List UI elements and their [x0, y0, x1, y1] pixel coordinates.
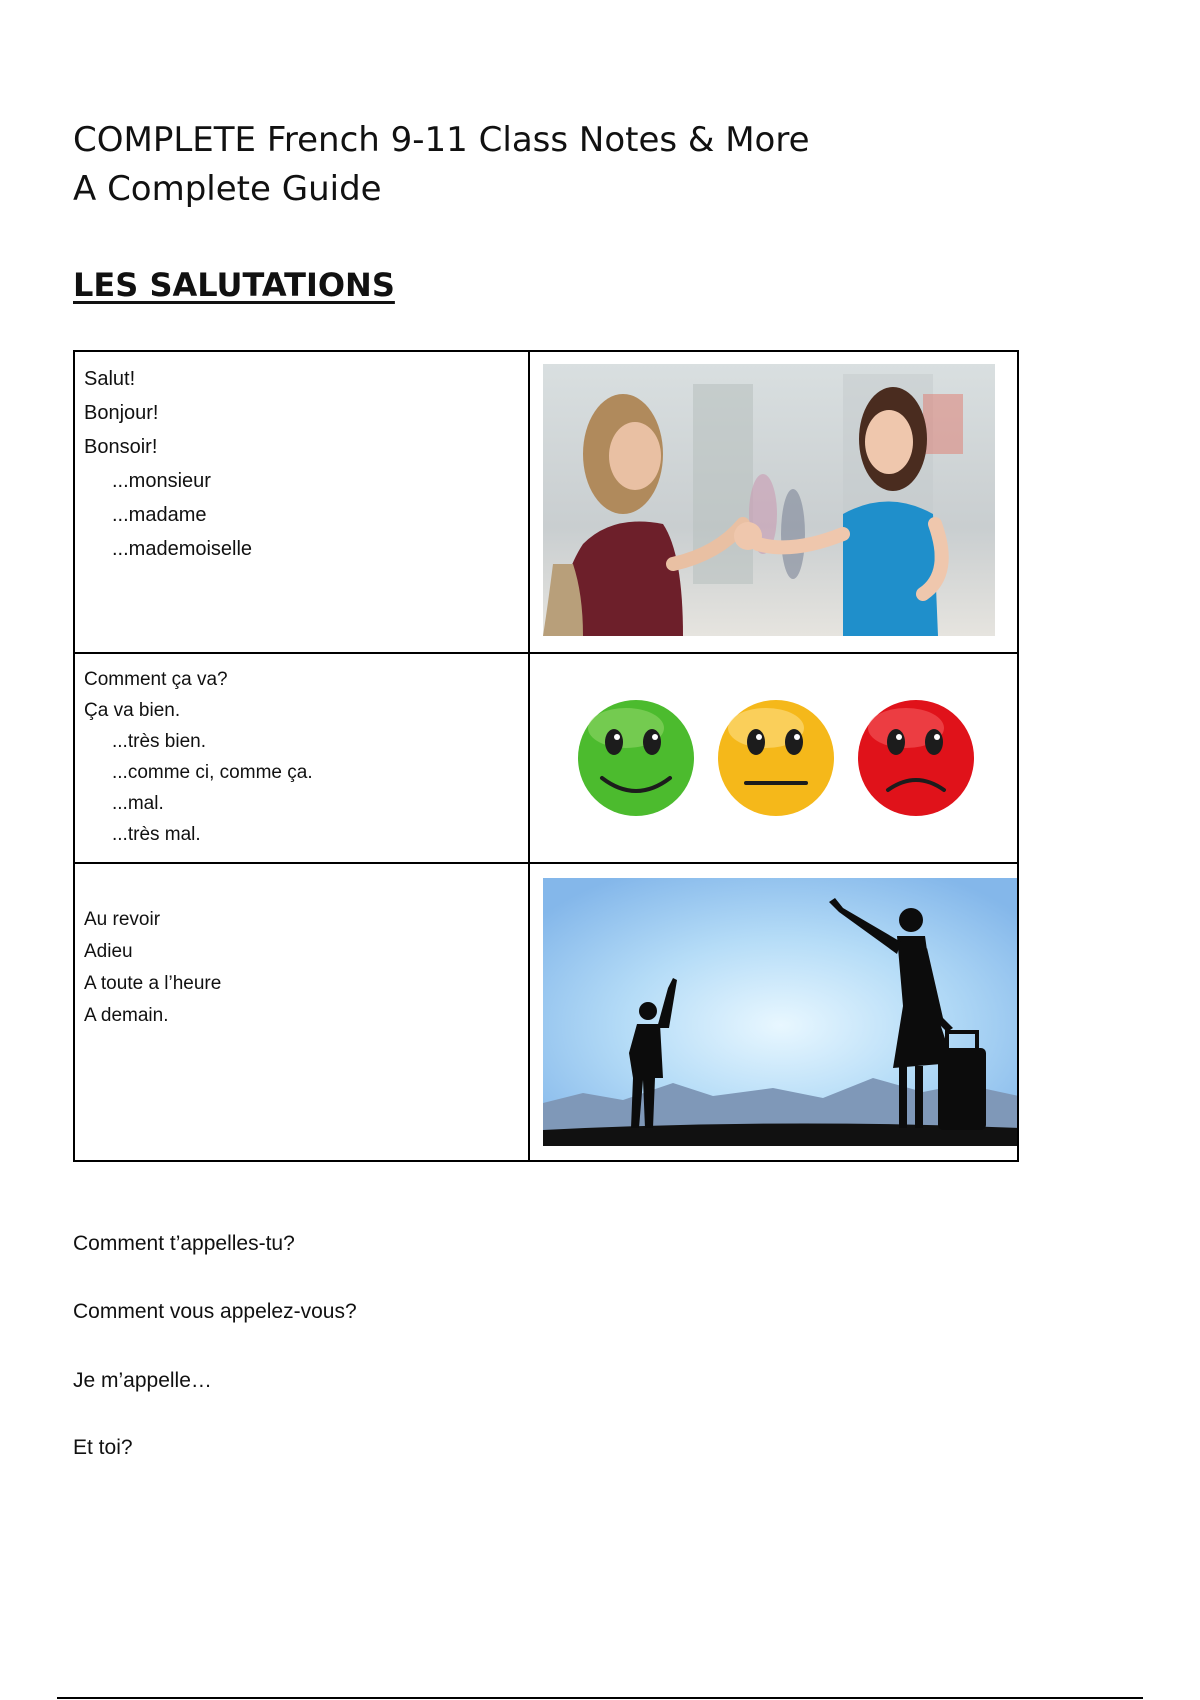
list-item: ...madame: [112, 504, 207, 526]
list-item: ...mal.: [112, 793, 164, 814]
document-title: [73, 116, 810, 214]
list-item: A demain.: [84, 1005, 169, 1026]
goodbyes-text: [75, 864, 528, 1032]
question-and-you: Et toi?: [73, 1436, 133, 1459]
list-item: Au revoir: [84, 909, 161, 930]
table-cell-mood-faces: [530, 654, 1017, 864]
list-item: Bonjour!: [84, 402, 159, 424]
table-cell-goodbyes: [75, 864, 530, 1160]
goodbye-silhouette-image: [543, 878, 1017, 1146]
list-item: ...très bien.: [112, 731, 206, 752]
list-item: Salut!: [84, 368, 136, 390]
section-heading: LES SALUTATIONS: [73, 266, 395, 304]
how-are-you-text: [75, 654, 528, 850]
sad-face-icon: [858, 700, 974, 816]
list-item: ...mademoiselle: [112, 538, 253, 560]
greetings-table: [73, 350, 1019, 1162]
list-item: ...comme ci, comme ça.: [112, 762, 313, 783]
greeting-photo: [543, 364, 995, 636]
table-cell-how-are-you: [75, 654, 530, 864]
list-item: ...très mal.: [112, 824, 201, 845]
list-item: Comment ça va?: [84, 669, 228, 690]
list-item: A toute a l’heure: [84, 973, 222, 994]
table-cell-greeting-photo: [530, 352, 1017, 654]
table-cell-greetings: [75, 352, 530, 654]
title-line-1: COMPLETE French 9-11 Class Notes & More: [73, 120, 810, 160]
list-item: Bonsoir!: [84, 436, 158, 458]
table-cell-goodbye-image: [530, 864, 1017, 1160]
question-name-formal: Comment vous appelez-vous?: [73, 1300, 357, 1323]
answer-my-name: Je m’appelle…: [73, 1369, 212, 1392]
list-item: ...monsieur: [112, 470, 211, 492]
list-item: Ça va bien.: [84, 700, 181, 721]
neutral-face-icon: [718, 700, 834, 816]
question-name-informal: Comment t’appelles-tu?: [73, 1232, 295, 1255]
greetings-text: [75, 352, 528, 566]
mood-faces-image: [540, 666, 998, 848]
list-item: Adieu: [84, 941, 133, 962]
title-line-2: A Complete Guide: [73, 169, 382, 209]
happy-face-icon: [578, 700, 694, 816]
page-bottom-rule: [57, 1697, 1143, 1699]
